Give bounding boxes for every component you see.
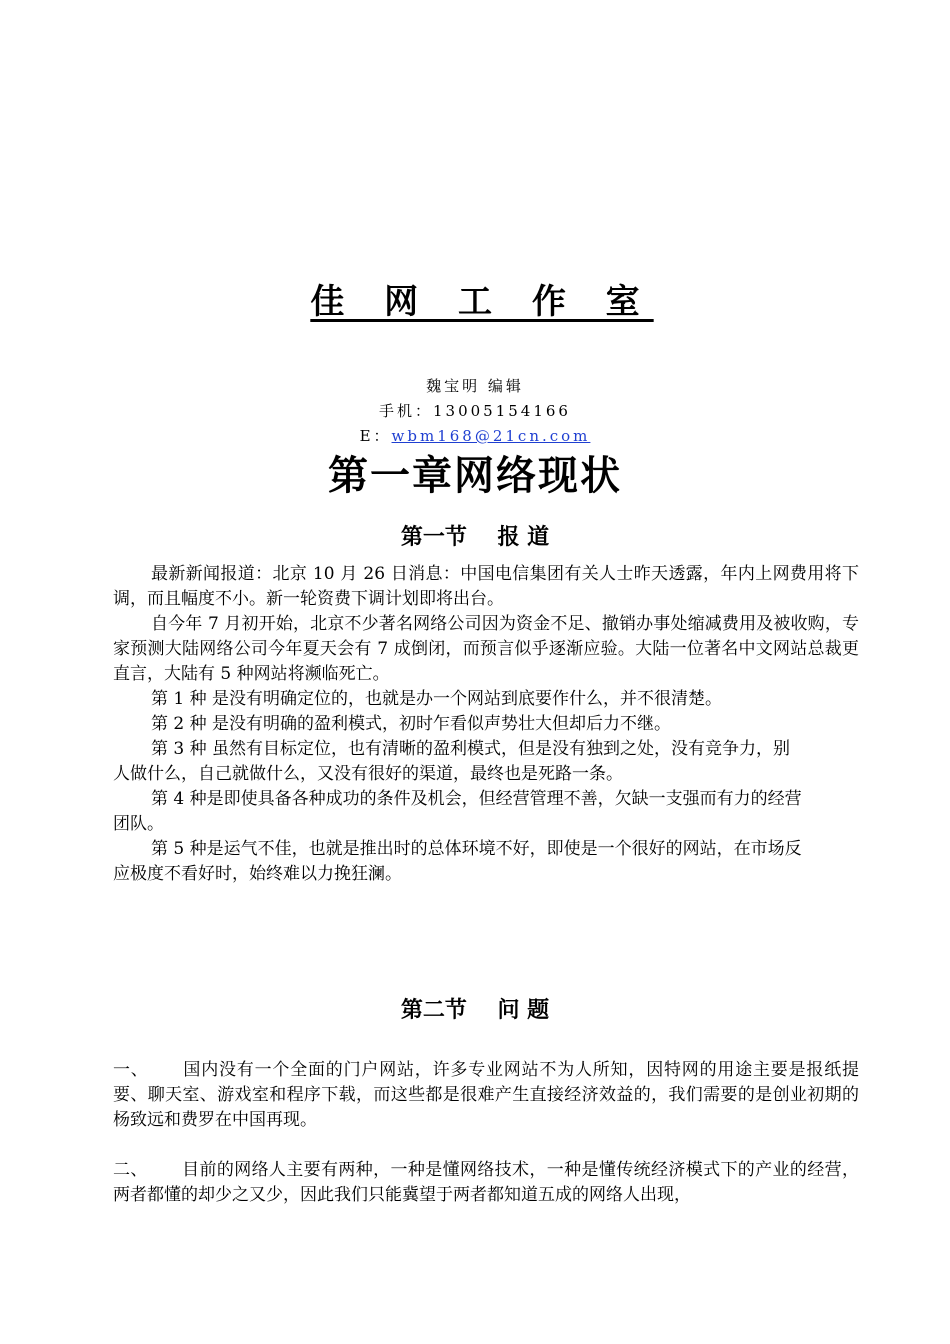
section-heading-report: 第一节 报 道 <box>400 524 550 550</box>
paragraph: 人做什么，自己就做什么，又没有很好的渠道，最终也是死路一条。 <box>113 764 623 784</box>
paragraph: 最新新闻报道：北京 10 月 26 日消息：中国电信集团有关人士昨天透露，年内上网费用将下调，而且幅度不小。新一轮资费下调计划即将出台。 <box>113 564 859 609</box>
paragraph: 第 1 种 是没有明确定位的，也就是办一个网站到底要作什么，并不很清楚。 <box>151 689 723 709</box>
paragraph: 第 2 种 是没有明确的盈利模式，初时乍看似声势壮大但却后力不继。 <box>151 714 672 734</box>
studio-title: 佳 网 工 作 室 <box>310 282 654 322</box>
list-number: 二、 <box>113 1160 148 1180</box>
phone-line: 手机：13005154166 <box>379 402 571 420</box>
chapter-heading: 第一章网络现状 <box>328 452 622 499</box>
paragraph: 第 4 种是即使具备各种成功的条件及机会，但经营管理不善，欠缺一支强而有力的经营 <box>151 789 802 809</box>
list-text: 国内没有一个全面的门户网站，许多专业网站不为人所知，因特网的用途主要是报纸提要、聊天室、游戏室和程序下载，而这些都是很难产生直接经济效益的，我们需要的是创业初期的杨致远和费罗在中国再现。 <box>113 1060 860 1130</box>
section-report-body <box>113 562 859 887</box>
editor-line: 魏宝明 编辑 <box>426 377 524 395</box>
list-text: 目前的网络人主要有两种，一种是懂网络技术，一种是懂传统经济模式下的产业的经营，两者都懂的却少之又少，因此我们只能冀望于两者都知道五成的网络人出现， <box>113 1160 860 1205</box>
email-link[interactable]: wbm168@21cn.com <box>391 427 591 445</box>
list-item <box>113 1158 859 1208</box>
list-number: 一、 <box>113 1060 149 1080</box>
email-line <box>0 425 950 447</box>
paragraph: 第 5 种是运气不佳，也就是推出时的总体环境不好，即使是一个很好的网站，在市场反 <box>151 839 802 859</box>
section-heading-problems: 第二节 问 题 <box>400 997 550 1023</box>
email-label: E： <box>359 427 392 445</box>
section-problems-body <box>113 1058 859 1208</box>
paragraph: 自今年 7 月初开始，北京不少著名网络公司因为资金不足、撤销办事处缩减费用及被收购，专家预测大陆网络公司今年夏天会有 7 成倒闭，而预言似乎逐渐应验。大陆一位著名中文网站总裁更直言，大陆有 5 种网站将濒临死亡。 <box>113 614 859 684</box>
paragraph: 应极度不看好时，始终难以力挽狂澜。 <box>113 864 402 884</box>
paragraph: 团队。 <box>113 814 164 834</box>
paragraph: 第 3 种 虽然有目标定位，也有清晰的盈利模式，但是没有独到之处，没有竞争力，别 <box>151 739 791 759</box>
list-item <box>113 1058 859 1133</box>
